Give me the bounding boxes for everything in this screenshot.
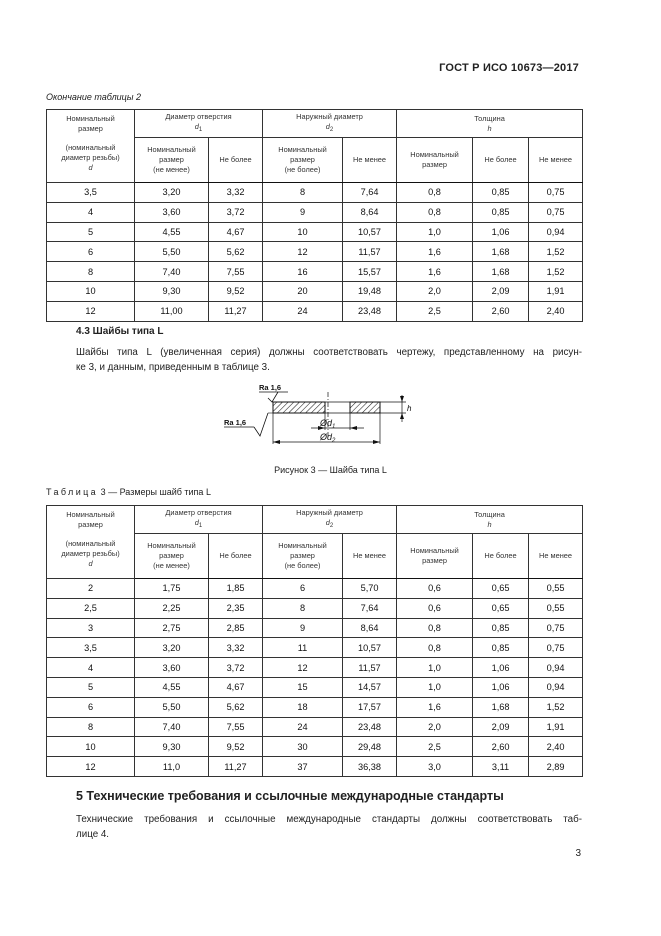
table-row [47, 222, 583, 242]
header-hole-diameter: Диаметр отверстия $d_1$ [135, 506, 263, 534]
table-cell: 10 [47, 737, 135, 757]
table-cell: 4,55 [135, 677, 209, 697]
table-cell: 3,60 [135, 202, 209, 222]
table-cell: 10,57 [343, 638, 397, 658]
table-cell: 16 [263, 262, 343, 282]
table-cell: 17,57 [343, 697, 397, 717]
table-cell: 11,00 [135, 301, 209, 321]
header-outer-diameter: Наружный диаметр $d_2$ [263, 110, 397, 138]
table-cell: 12 [47, 301, 135, 321]
table-cell: 1,68 [473, 242, 529, 262]
table-row [47, 697, 583, 717]
table-cell: 2,09 [473, 281, 529, 301]
section-4-3-paragraph [76, 345, 582, 375]
table-cell: 1,52 [529, 697, 583, 717]
table-cell: 15 [263, 677, 343, 697]
table-cell: 11,0 [135, 757, 209, 777]
table-cell: 1,91 [529, 717, 583, 737]
table-cell: 3,60 [135, 658, 209, 678]
page-number: 3 [575, 848, 581, 859]
header-thickness-nominal: Номинальный размер [397, 534, 473, 579]
table-cell: 9,30 [135, 737, 209, 757]
table-2-end [46, 109, 583, 322]
table-cell: 1,52 [529, 242, 583, 262]
table-cell: 0,75 [529, 618, 583, 638]
table-cell: 1,6 [397, 697, 473, 717]
roughness-top-label: Ra 1,6 [259, 383, 282, 392]
header-thickness: Толщина h [397, 110, 583, 138]
table-cell: 8,64 [343, 202, 397, 222]
table-cell: 2,25 [135, 598, 209, 618]
section-5-paragraph [76, 812, 582, 842]
table-cell: 0,65 [473, 579, 529, 599]
table-row [47, 598, 583, 618]
figure-3-caption: Рисунок 3 — Шайба типа L [274, 465, 387, 475]
table-cell: 1,91 [529, 281, 583, 301]
table-row [47, 677, 583, 697]
table-cell: 7,55 [209, 717, 263, 737]
table-cell: 0,94 [529, 222, 583, 242]
table-cell: 24 [263, 301, 343, 321]
table-cell: 0,85 [473, 202, 529, 222]
table-cell: 2,5 [47, 598, 135, 618]
table-cell: 18 [263, 697, 343, 717]
table-cell: 23,48 [343, 301, 397, 321]
header-outer-min: Не менее [343, 138, 397, 183]
d1-label: $Ød_1$ [320, 418, 336, 430]
table-3 [46, 505, 583, 777]
washer-drawing [210, 378, 420, 460]
header-thickness: Толщина h [397, 506, 583, 534]
table-cell: 0,75 [529, 183, 583, 203]
table-cell: 5,62 [209, 242, 263, 262]
table-cell: 2,40 [529, 301, 583, 321]
table-cell: 3,5 [47, 183, 135, 203]
table-cell: 4 [47, 202, 135, 222]
table-cell: 3,72 [209, 658, 263, 678]
table-cell: 7,64 [343, 183, 397, 203]
table-cell: 11 [263, 638, 343, 658]
table-cell: 3 [47, 618, 135, 638]
table-cell: 0,75 [529, 638, 583, 658]
table-cell: 1,75 [135, 579, 209, 599]
table-row [47, 638, 583, 658]
table-cell: 3,20 [135, 638, 209, 658]
table-cell: 8 [263, 183, 343, 203]
table-cell: 4,67 [209, 222, 263, 242]
table-cell: 0,8 [397, 618, 473, 638]
table-cell: 0,85 [473, 183, 529, 203]
d2-label: $Ød_2$ [320, 432, 336, 444]
table-row [47, 183, 583, 203]
table-cell: 2,89 [529, 757, 583, 777]
table-row [47, 737, 583, 757]
header-hole-nominal: Номинальный размер (не менее) [135, 534, 209, 579]
table-cell: 0,85 [473, 618, 529, 638]
section-5-title: 5 Технические требования и ссылочные международные стандарты [76, 789, 504, 803]
table-continuation-caption: Окончание таблицы 2 [46, 92, 141, 102]
table-cell: 11,57 [343, 242, 397, 262]
table-cell: 10 [47, 281, 135, 301]
table-cell: 3,72 [209, 202, 263, 222]
section-4-3-title: 4.3 Шайбы типа L [76, 326, 164, 337]
header-thickness-max: Не более [473, 534, 529, 579]
table-cell: 36,38 [343, 757, 397, 777]
table-cell: 1,06 [473, 677, 529, 697]
table-cell: 0,94 [529, 658, 583, 678]
table-cell: 5,62 [209, 697, 263, 717]
table-cell: 4 [47, 658, 135, 678]
table-cell: 11,27 [209, 301, 263, 321]
table-cell: 1,06 [473, 658, 529, 678]
table-cell: 8 [47, 262, 135, 282]
table-row [47, 579, 583, 599]
table-cell: 7,64 [343, 598, 397, 618]
table-cell: 3,32 [209, 638, 263, 658]
table-cell: 11,27 [209, 757, 263, 777]
table-cell: 6 [47, 697, 135, 717]
table-cell: 9,52 [209, 737, 263, 757]
table-cell: 5 [47, 677, 135, 697]
table-row [47, 658, 583, 678]
table-cell: 3,5 [47, 638, 135, 658]
document-code: ГОСТ Р ИСО 10673—2017 [439, 62, 579, 74]
header-hole-max: Не более [209, 138, 263, 183]
header-nominal-size: Номинальный размер (номинальный диаметр резьбы) d [47, 110, 135, 183]
table-cell: 5 [47, 222, 135, 242]
table-cell: 0,85 [473, 638, 529, 658]
table-cell: 1,68 [473, 262, 529, 282]
table-cell: 9,30 [135, 281, 209, 301]
header-hole-max: Не более [209, 534, 263, 579]
table-row [47, 301, 583, 321]
header-hole-nominal: Номинальный размер (не менее) [135, 138, 209, 183]
paragraph-line: ке 3, и данным, приведенным в таблице 3. [76, 362, 270, 373]
header-thickness-min: Не менее [529, 534, 583, 579]
table-cell: 12 [47, 757, 135, 777]
table-cell: 2,5 [397, 737, 473, 757]
table-cell: 37 [263, 757, 343, 777]
table-cell: 1,85 [209, 579, 263, 599]
table-row [47, 242, 583, 262]
table-cell: 5,70 [343, 579, 397, 599]
header-thickness-min: Не менее [529, 138, 583, 183]
table-cell: 23,48 [343, 717, 397, 737]
table-cell: 2,09 [473, 717, 529, 737]
table-row [47, 717, 583, 737]
header-thickness-nominal: Номинальный размер [397, 138, 473, 183]
roughness-left-label: Ra 1,6 [224, 418, 247, 427]
table-cell: 11,57 [343, 658, 397, 678]
table-cell: 5,50 [135, 697, 209, 717]
table-cell: 20 [263, 281, 343, 301]
header-outer-min: Не менее [343, 534, 397, 579]
table-cell: 0,75 [529, 202, 583, 222]
table-cell: 5,50 [135, 242, 209, 262]
table-cell: 2,85 [209, 618, 263, 638]
table-cell: 6 [47, 242, 135, 262]
washer-section-right [350, 402, 380, 413]
table-cell: 29,48 [343, 737, 397, 757]
table-cell: 4,67 [209, 677, 263, 697]
table-cell: 2,0 [397, 717, 473, 737]
table-3-title: Таблица 3 — Размеры шайб типа L [46, 487, 211, 497]
header-outer-diameter: Наружный диаметр $d_2$ [263, 506, 397, 534]
table-cell: 0,6 [397, 579, 473, 599]
table-cell: 1,06 [473, 222, 529, 242]
table-cell: 1,0 [397, 222, 473, 242]
table-cell: 1,0 [397, 658, 473, 678]
table-cell: 30 [263, 737, 343, 757]
table-cell: 4,55 [135, 222, 209, 242]
table-cell: 0,94 [529, 677, 583, 697]
table-cell: 2,5 [397, 301, 473, 321]
table-cell: 7,55 [209, 262, 263, 282]
table-cell: 7,40 [135, 262, 209, 282]
table-row [47, 757, 583, 777]
table-cell: 10 [263, 222, 343, 242]
table-cell: 10,57 [343, 222, 397, 242]
table-cell: 0,8 [397, 638, 473, 658]
table-cell: 0,6 [397, 598, 473, 618]
table-cell: 2,40 [529, 737, 583, 757]
header-hole-diameter: Диаметр отверстия $d_1$ [135, 110, 263, 138]
table-cell: 9,52 [209, 281, 263, 301]
table-cell: 1,52 [529, 262, 583, 282]
table-cell: 1,68 [473, 697, 529, 717]
header-thickness-max: Не более [473, 138, 529, 183]
table-cell: 1,6 [397, 242, 473, 262]
table-cell: 2,0 [397, 281, 473, 301]
table-cell: 8,64 [343, 618, 397, 638]
table-cell: 2,60 [473, 737, 529, 757]
paragraph-line: лице 4. [76, 829, 110, 840]
table-cell: 14,57 [343, 677, 397, 697]
table-cell: 24 [263, 717, 343, 737]
table-cell: 19,48 [343, 281, 397, 301]
header-nominal-size: Номинальный размер (номинальный диаметр резьбы) d [47, 506, 135, 579]
table-cell: 3,0 [397, 757, 473, 777]
table-cell: 0,65 [473, 598, 529, 618]
table-cell: 3,20 [135, 183, 209, 203]
washer-section-left [273, 402, 325, 413]
h-label: h [407, 404, 412, 413]
table-cell: 6 [263, 579, 343, 599]
table-cell: 0,8 [397, 183, 473, 203]
table-cell: 2,75 [135, 618, 209, 638]
table-cell: 8 [263, 598, 343, 618]
table-row [47, 262, 583, 282]
table-cell: 1,0 [397, 677, 473, 697]
table-cell: 12 [263, 658, 343, 678]
table-cell: 9 [263, 618, 343, 638]
table-cell: 2,60 [473, 301, 529, 321]
table-cell: 1,6 [397, 262, 473, 282]
table-cell: 15,57 [343, 262, 397, 282]
table-cell: 0,55 [529, 579, 583, 599]
table-cell: 3,11 [473, 757, 529, 777]
paragraph-line: Шайбы типа L (увеличенная серия) должны соответствовать чертежу, представленному на рисун- [76, 347, 582, 358]
table-cell: 2 [47, 579, 135, 599]
table-cell: 12 [263, 242, 343, 262]
table-cell: 0,55 [529, 598, 583, 618]
table-cell: 3,32 [209, 183, 263, 203]
table-row [47, 202, 583, 222]
header-outer-nominal: Номинальный размер (не более) [263, 138, 343, 183]
table-cell: 2,35 [209, 598, 263, 618]
table-cell: 9 [263, 202, 343, 222]
paragraph-line: Технические требования и ссылочные международные стандарты должны соответствовать таб- [76, 814, 582, 825]
table-cell: 8 [47, 717, 135, 737]
header-outer-nominal: Номинальный размер (не более) [263, 534, 343, 579]
table-row [47, 618, 583, 638]
table-row [47, 281, 583, 301]
table-cell: 7,40 [135, 717, 209, 737]
table-cell: 0,8 [397, 202, 473, 222]
